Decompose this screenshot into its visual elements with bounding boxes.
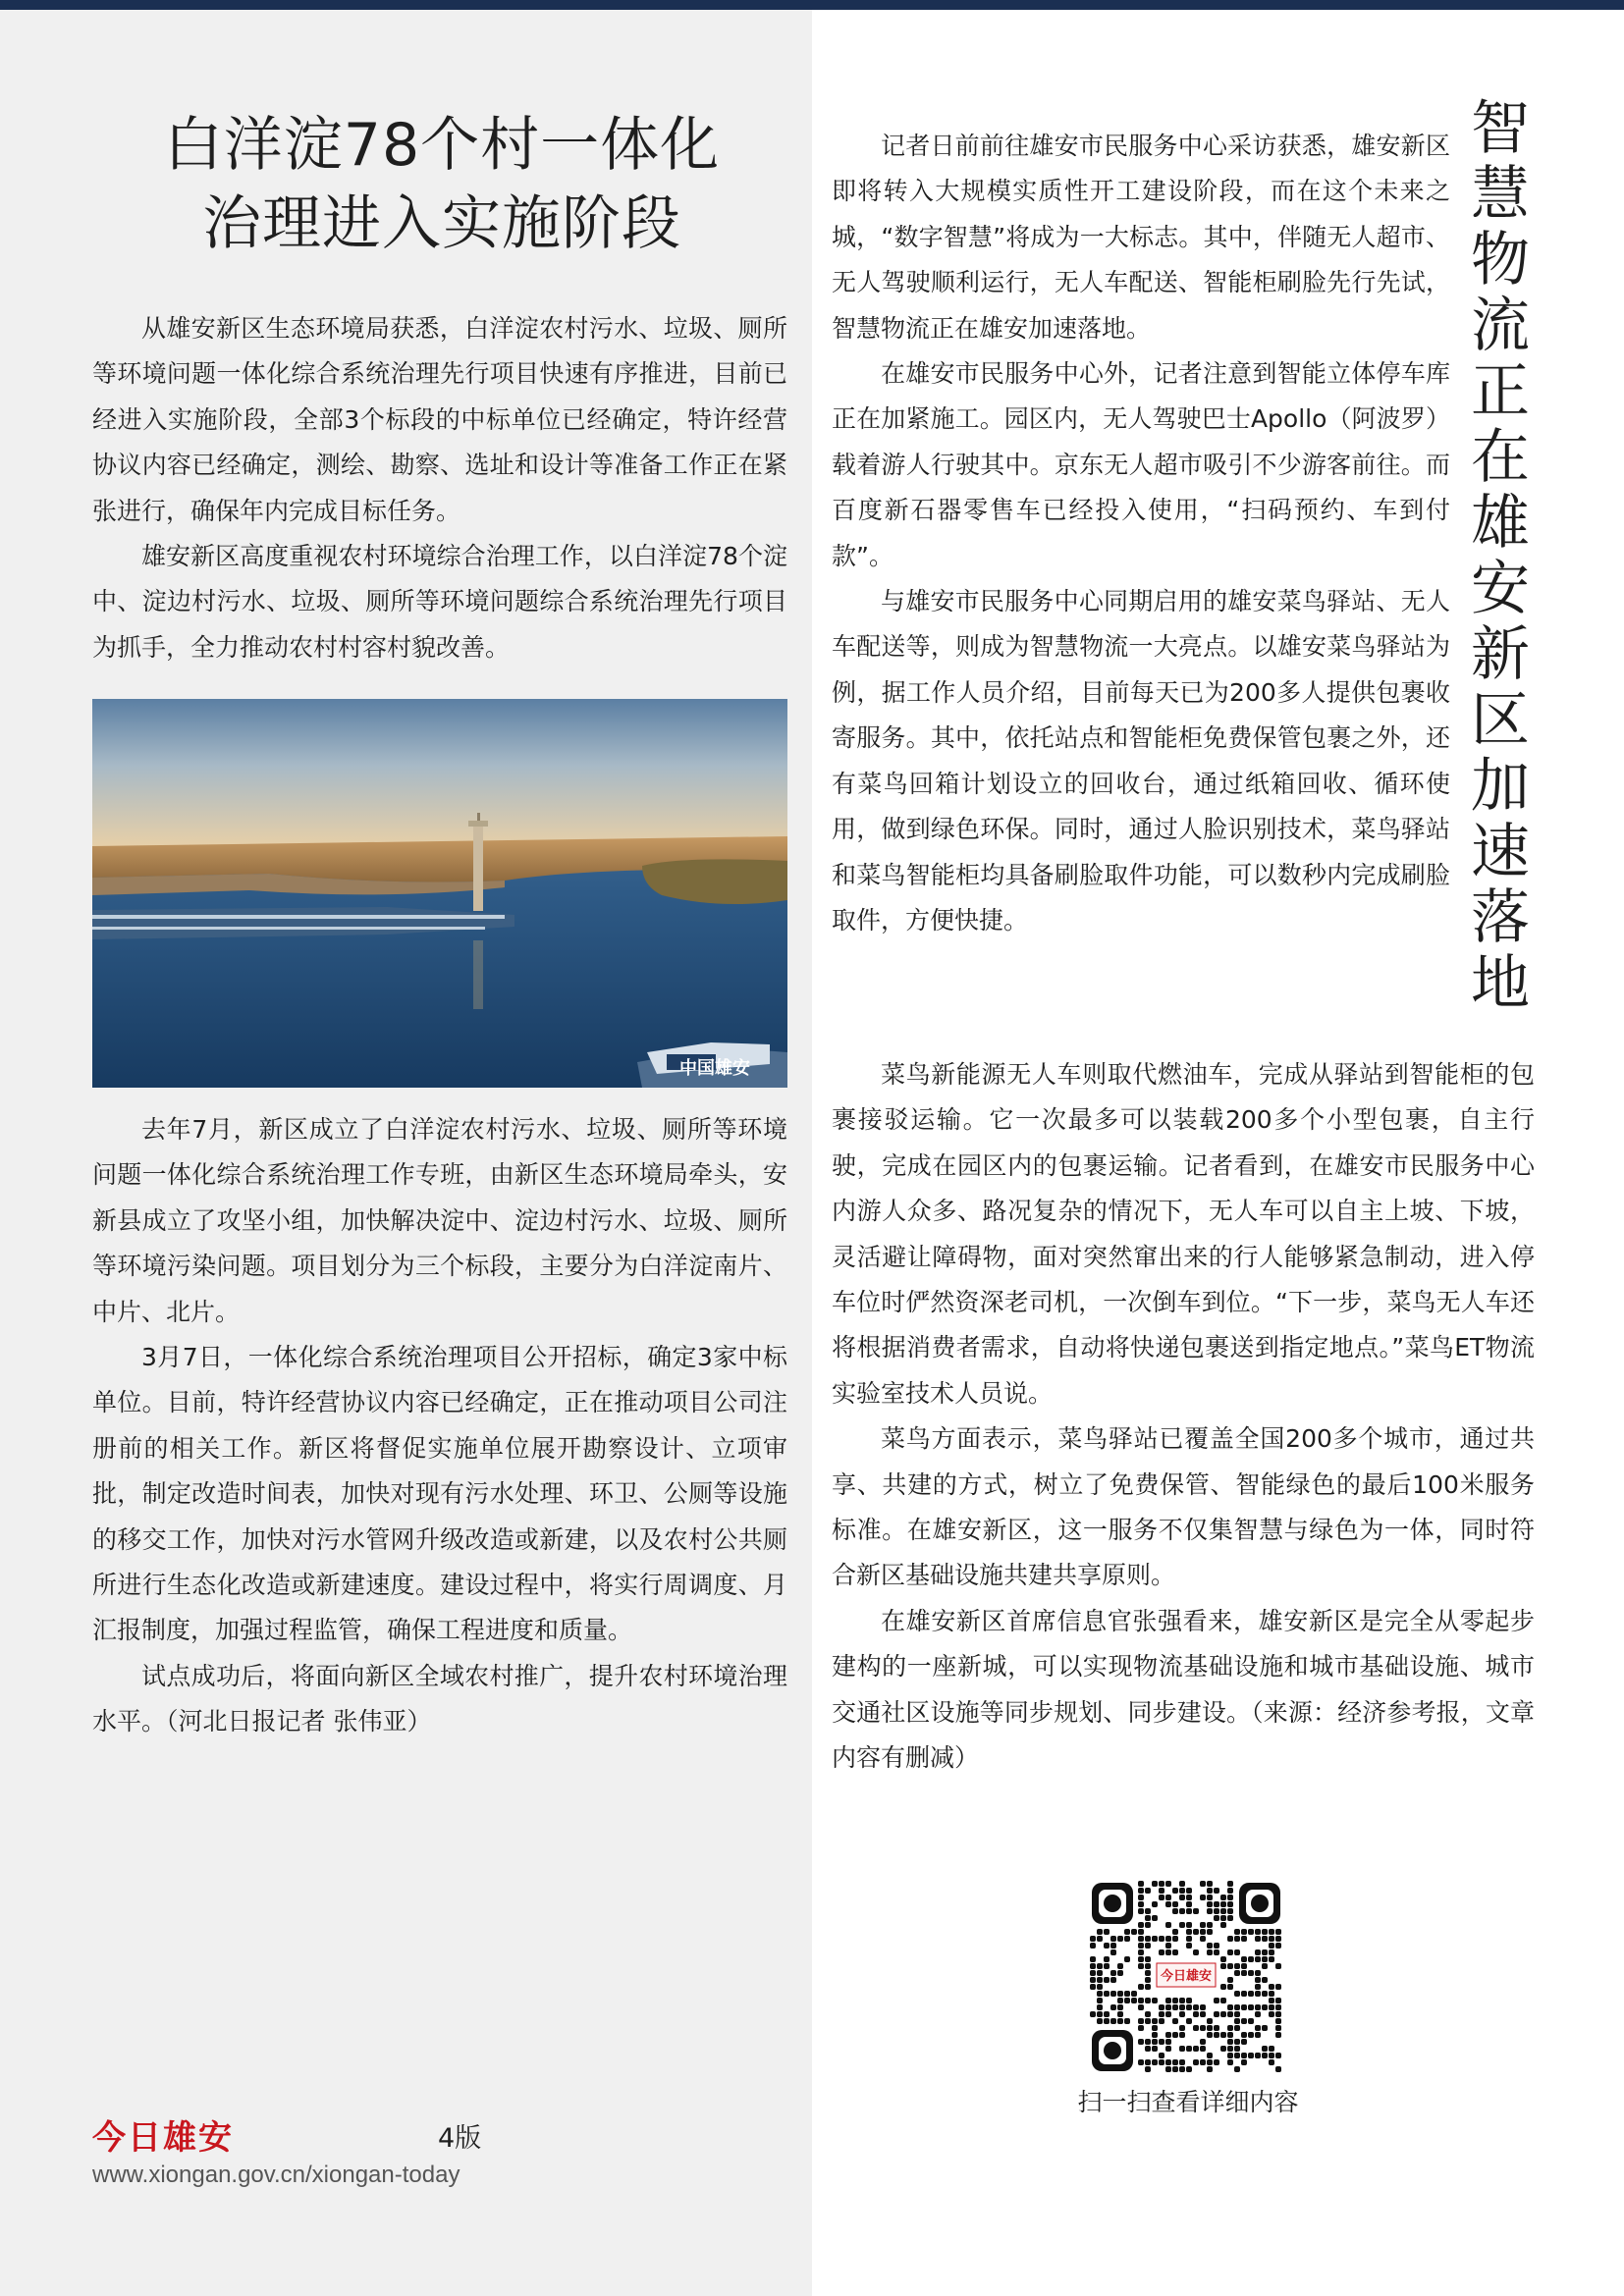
vertical-title-char: 安 <box>1471 555 1530 623</box>
left-article-title <box>59 106 825 263</box>
left-paragraph-1: 从雄安新区生态环境局获悉，白洋淀农村污水、垃圾、厕所等环境问题一体化综合系统治理先行项目快速有序推进，目前已经进入实施阶段，全部3个标段的中标单位已经确定，特许经营协议内容已经确定，测绘、勘察、选址和设计等准备工作正在紧张进行，确保年内完成目标任务。 <box>92 314 787 525</box>
right-paragraph-1: 记者日前前往雄安市民服务中心采访获悉，雄安新区即将转入大规模实质性开工建设阶段，而在这个未来之城，“数字智慧”将成为一大标志。其中，伴随无人超市、无人驾驶顺利运行，无人车配送、智能柜刷脸先行先试，智慧物流正在雄安加速落地。 <box>832 132 1450 343</box>
vertical-title-char: 速 <box>1471 818 1530 886</box>
right-article-vertical-title <box>1461 96 1540 1017</box>
vertical-title-char: 新 <box>1471 620 1530 689</box>
right-article-body-bottom <box>832 1052 1535 1782</box>
baiyangdian-lake-photo <box>92 699 787 1088</box>
vertical-title-char: 地 <box>1471 949 1530 1018</box>
publication-logo: 今日雄安 <box>92 2118 234 2158</box>
vertical-title-char: 加 <box>1471 752 1530 821</box>
right-paragraph-5: 菜鸟方面表示，菜鸟驿站已覆盖全国200多个城市，通过共享、共建的方式，树立了免费保管、智能绿色的最后100米服务标准。在雄安新区，这一服务不仅集智慧与绿色为一体，同时符合新区基础设施共建共享原则。 <box>832 1424 1535 1590</box>
vertical-title-char: 流 <box>1471 292 1530 360</box>
vertical-title-char: 区 <box>1471 686 1530 755</box>
vertical-title-char: 在 <box>1471 423 1530 492</box>
right-paragraph-4: 菜鸟新能源无人车则取代燃油车，完成从驿站到智能柜的包裹接驳运输。它一次最多可以装载200多个小型包裹，自主行驶，完成在园区内的包裹运输。记者看到，在雄安市民服务中心内游人众多、路况复杂的情况下，无人车可以自主上坡、下坡，灵活避让障碍物，面对突然窜出来的行人能够紧急制动，进入停车位时俨然资深老司机，一次倒车到位。“下一步，菜鸟无人车还将根据消费者需求，自动将快递包裹送到指定地点。”菜鸟ET物流实验室技术人员说。 <box>832 1060 1535 1408</box>
vertical-title-char: 物 <box>1471 226 1530 294</box>
vertical-title-char: 正 <box>1471 357 1530 426</box>
website-url[interactable]: www.xiongan.gov.cn/xiongan-today <box>92 2162 460 2188</box>
vertical-title-char: 慧 <box>1471 160 1530 229</box>
page-number: 4版 <box>438 2123 482 2154</box>
vertical-title-char: 落 <box>1471 883 1530 952</box>
photo-watermark: 中国雄安 <box>679 1058 750 1079</box>
qr-center-logo: 今日雄安 <box>1160 1969 1213 1984</box>
right-paragraph-6: 在雄安新区首席信息官张强看来，雄安新区是完全从零起步建构的一座新城，可以实现物流基础设施和城市基础设施、城市交通社区设施等同步规划、同步建设。（来源：经济参考报，文章内容有删减） <box>832 1606 1535 1773</box>
right-paragraph-3: 与雄安市民服务中心同期启用的雄安菜鸟驿站、无人车配送等，则成为智慧物流一大亮点。以雄安菜鸟驿站为例，据工作人员介绍，目前每天已为200多人提供包裹收寄服务。其中，依托站点和智能柜免费保管包裹之外，还有菜鸟回箱计划设立的回收台，通过纸箱回收、循环使用，做到绿色环保。同时，通过人脸识别技术，菜鸟驿站和菜鸟智能柜均具备刷脸取件功能，可以数秒内完成刷脸取件，方便快捷。 <box>832 587 1450 934</box>
left-paragraph-2: 雄安新区高度重视农村环境综合治理工作，以白洋淀78个淀中、淀边村污水、垃圾、厕所等环境问题综合系统治理先行项目为抓手，全力推动农村村容村貌改善。 <box>92 542 787 662</box>
left-paragraph-3: 去年7月，新区成立了白洋淀农村污水、垃圾、厕所等环境问题一体化综合系统治理工作专班，由新区生态环境局牵头，安新县成立了攻坚小组，加快解决淀中、淀边村污水、垃圾、厕所等环境污染问题。项目划分为三个标段，主要分为白洋淀南片、中片、北片。 <box>92 1115 787 1326</box>
qr-code[interactable] <box>1090 1881 1282 2073</box>
left-article-body-top <box>92 306 787 670</box>
right-paragraph-2: 在雄安市民服务中心外，记者注意到智能立体停车库正在加紧施工。园区内，无人驾驶巴士Apollo（阿波罗）载着游人行驶其中。京东无人超市吸引不少游客前往。而百度新石器零售车已经投入使用，“扫码预约、车到付款”。 <box>832 359 1450 570</box>
left-paragraph-4: 3月7日，一体化综合系统治理项目公开招标，确定3家中标单位。目前，特许经营协议内容已经确定，正在推动项目公司注册前的相关工作。新区将督促实施单位展开勘察设计、立项审批，制定改造时间表，加快对现有污水处理、环卫、公厕等设施的移交工作，加快对污水管网升级改造或新建，以及农村公共厕所进行生态化改造或新建速度。建设过程中，将实行周调度、月汇报制度，加强过程监管，确保工程进度和质量。 <box>92 1343 787 1645</box>
top-accent-bar <box>0 0 1624 10</box>
left-title-line-1: 白洋淀78个村一体化 <box>163 111 721 180</box>
vertical-title-char: 雄 <box>1471 489 1530 558</box>
left-paragraph-5: 试点成功后，将面向新区全域农村推广，提升农村环境治理水平。（河北日报记者 张伟亚） <box>92 1661 787 1736</box>
left-title-line-2: 治理进入实施阶段 <box>202 189 681 258</box>
vertical-title-char: 智 <box>1471 94 1530 163</box>
right-article-body-top <box>832 124 1450 943</box>
qr-caption: 扫一扫查看详细内容 <box>1077 2088 1299 2116</box>
left-article-body-bottom <box>92 1107 787 1745</box>
